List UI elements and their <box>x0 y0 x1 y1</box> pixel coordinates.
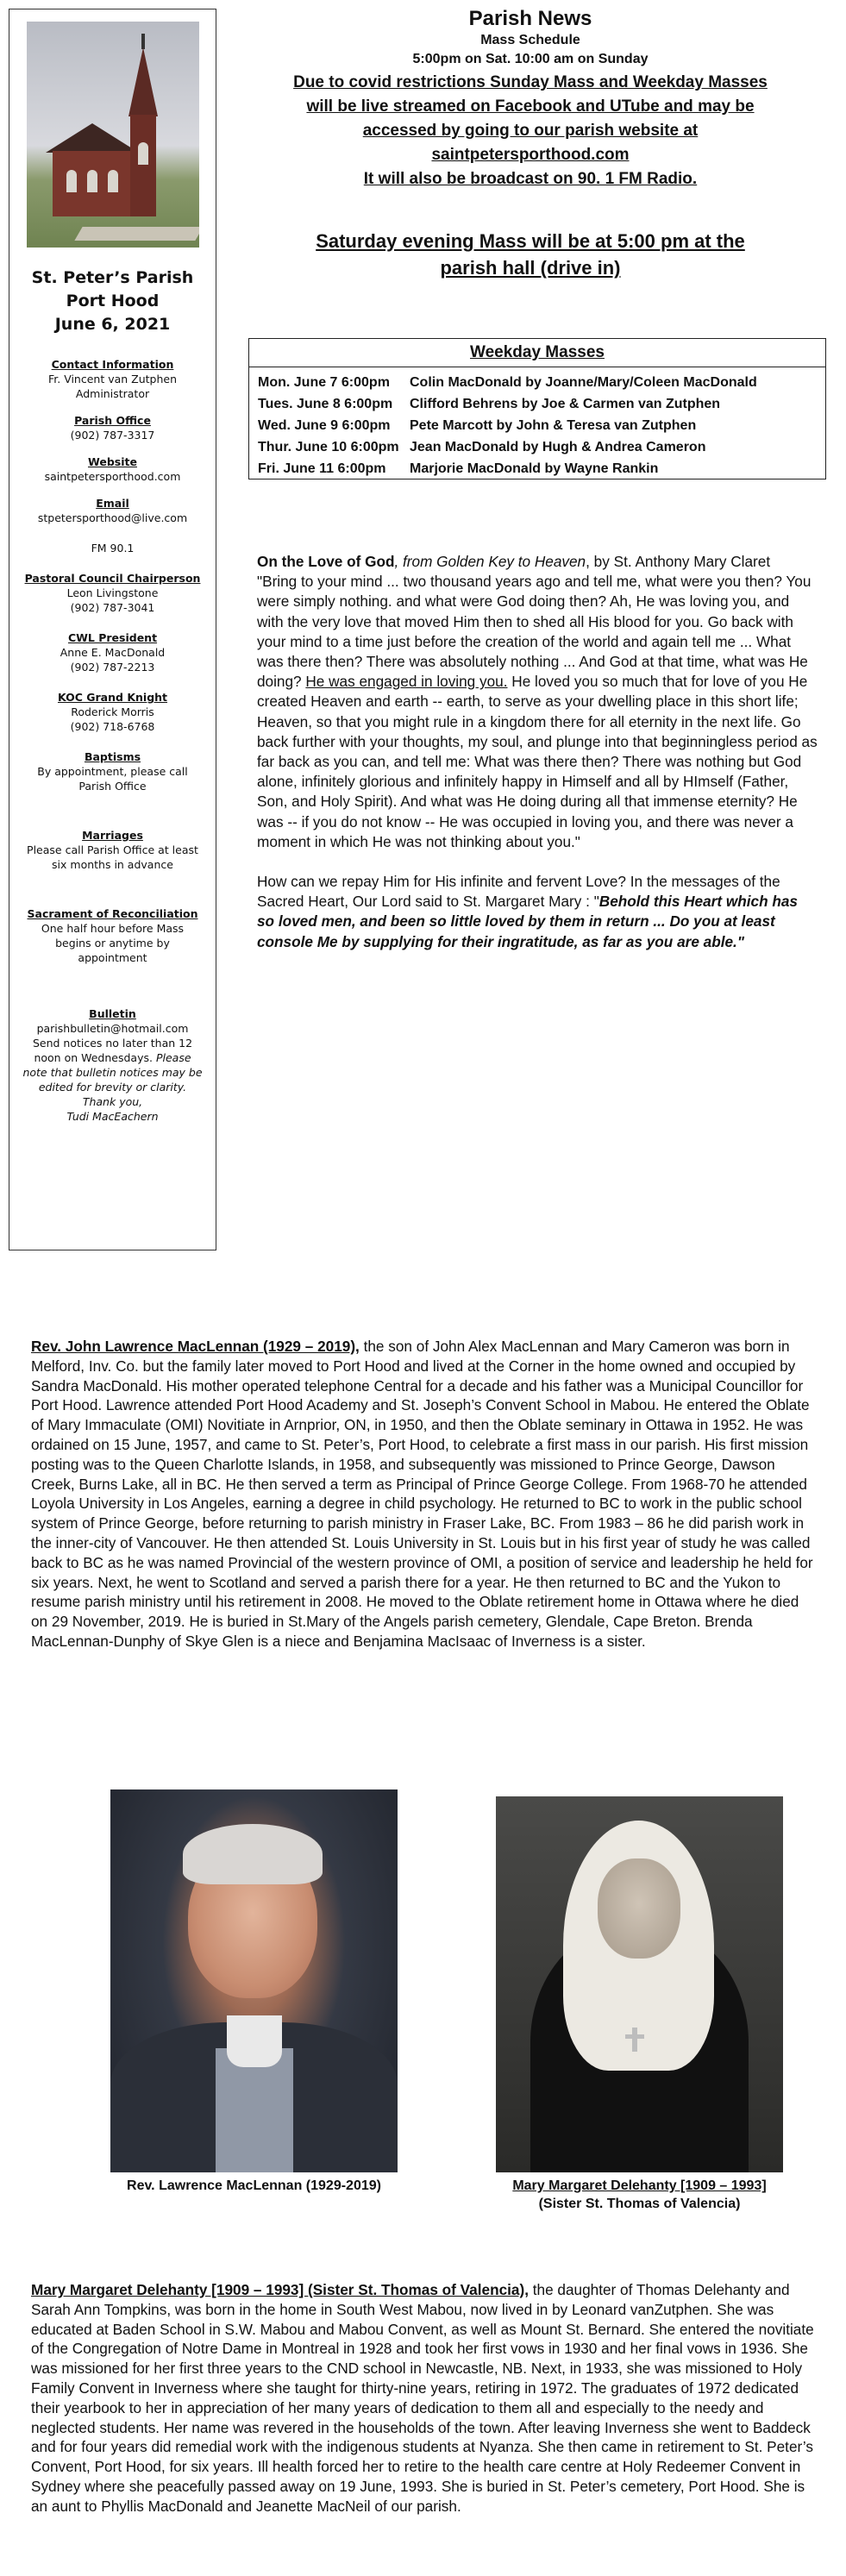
weekday-intention: Marjorie MacDonald by Wayne Rankin <box>410 461 659 476</box>
cwl-section <box>9 630 216 674</box>
notice-website-link[interactable]: saintpetersporthood.com <box>431 146 630 164</box>
portrait-hair <box>183 1824 323 1884</box>
weekday-masses-table <box>248 338 826 479</box>
baptisms-line: By appointment, please call <box>37 765 188 778</box>
sacred-heart-quote: Behold this Heart which has so loved men, and been so little loved by them in return ... Do you at least console Me by supplying for their ingratitude, as far as you are able." <box>257 893 798 950</box>
koc-section <box>9 690 216 734</box>
mass-schedule-label: Mass Schedule <box>480 33 580 47</box>
article-title: On the Love of God <box>257 553 395 570</box>
website-section <box>9 454 216 484</box>
weekday-date: Fri. June 11 6:00pm <box>258 461 386 476</box>
office-heading: Parish Office <box>74 414 151 427</box>
bulletin-note: edited for brevity or clarity. <box>38 1081 187 1094</box>
contact-heading: Contact Information <box>51 358 174 371</box>
delehanty-biography <box>31 2280 816 2516</box>
church-tower <box>130 115 156 216</box>
parish-heading <box>9 266 216 336</box>
church-window <box>138 142 148 165</box>
baptisms-section <box>9 749 216 793</box>
parish-place: Port Hood <box>66 291 160 310</box>
article-author: , by St. Anthony Mary Claret <box>586 553 771 570</box>
marriages-heading: Marriages <box>82 829 143 842</box>
love-of-god-paragraph <box>257 552 818 852</box>
parish-name: St. Peter’s Parish <box>31 268 194 287</box>
maclennan-biography <box>31 1337 816 1652</box>
weekday-row <box>249 415 825 436</box>
church-window <box>66 170 77 192</box>
church-photo <box>27 22 199 248</box>
maclennan-caption: Rev. Lawrence MacLennan (1929-2019) <box>127 2178 381 2193</box>
notice-line: will be live streamed on Facebook and UTube and may be <box>306 97 755 116</box>
parish-news-title: Parish News <box>468 7 592 30</box>
cwl-heading: CWL President <box>67 631 158 644</box>
bulletin-heading: Bulletin <box>89 1007 136 1020</box>
mass-schedule-times: 5:00pm on Sat. 10:00 am on Sunday <box>412 52 649 66</box>
weekday-date: Wed. June 9 6:00pm <box>258 418 391 433</box>
portrait-collar <box>227 2015 282 2067</box>
love-of-god-article <box>257 552 818 952</box>
baptisms-line: Parish Office <box>78 780 147 793</box>
cwl-phone: (902) 787-2213 <box>70 661 155 674</box>
email-heading: Email <box>96 497 129 510</box>
marriages-line: six months in advance <box>52 858 173 871</box>
weekday-row <box>249 436 825 458</box>
contact-section <box>9 357 216 401</box>
weekday-row <box>249 458 825 479</box>
bulletin-line: Send notices no later than 12 <box>32 1037 193 1050</box>
notice-line: Due to covid restrictions Sunday Mass and Weekday Masses <box>293 73 768 91</box>
church-roof <box>46 123 139 153</box>
reconciliation-section <box>9 906 216 965</box>
radio-section <box>9 541 216 555</box>
pastoral-section <box>9 571 216 615</box>
koc-name: Roderick Morris <box>71 705 154 718</box>
koc-phone: (902) 718-6768 <box>70 720 155 733</box>
pastoral-phone: (902) 787-3041 <box>70 601 155 614</box>
baptisms-heading: Baptisms <box>84 750 141 763</box>
church-path <box>74 227 199 241</box>
contact-line: Administrator <box>75 387 150 400</box>
radio-frequency: FM 90.1 <box>91 542 135 555</box>
weekday-date: Thur. June 10 6:00pm <box>258 440 399 454</box>
weekday-date: Tues. June 8 6:00pm <box>258 397 393 411</box>
maclennan-portrait <box>110 1789 398 2172</box>
parish-news-header <box>233 7 828 281</box>
church-steeple <box>128 47 158 116</box>
marriages-line: Please call Parish Office at least <box>27 843 198 856</box>
weekday-row <box>249 372 825 393</box>
bulletin-note: note that bulletin notices may be <box>22 1066 203 1079</box>
delehanty-portrait <box>496 1796 783 2172</box>
article-quote: He loved you so much that for love of you He created Heaven and earth -- earth, to serve as your dwelling place in this short life; Heaven, so that you might rule in a kingdom there for all eternity in the next life. Go back further with your thoughts, my soul, and plunge into that beginningless period as far back as you can, and tell me: What was there then? There was nothing but God alone, infinitely glorious and infinitely happy in Himself and all by HImself (Father, Son, and Holy Spirit). And what was He doing during all that immense eternity? He was -- if you do not know -- He was occupied in loving you, and there was never a moment in which He was not thinking about you." <box>257 673 818 850</box>
bulletin-deadline: noon on Wednesdays. <box>34 1051 153 1064</box>
weekday-date: Mon. June 7 6:00pm <box>258 375 390 390</box>
saturday-line: parish hall (drive in) <box>440 257 621 279</box>
delehanty-heading: Mary Margaret Delehanty [1909 – 1993] (Sister St. Thomas of Valencia), <box>31 2281 529 2298</box>
bulletin-note: Please <box>155 1051 191 1064</box>
office-phone: (902) 787-3317 <box>70 429 155 442</box>
church-window <box>87 170 97 192</box>
bulletin-section <box>9 1006 216 1124</box>
reconciliation-line: appointment <box>78 951 147 964</box>
article-source: , from Golden Key to Heaven <box>394 553 586 570</box>
saturday-mass-notice <box>233 228 828 281</box>
website-heading: Website <box>88 455 137 468</box>
bulletin-note: Thank you, <box>82 1095 143 1108</box>
notice-line: It will also be broadcast on 90. 1 FM Radio. <box>363 170 698 188</box>
email-link[interactable]: stpetersporthood@live.com <box>37 511 188 524</box>
pastoral-name: Leon Livingstone <box>66 586 159 599</box>
delehanty-body: the daughter of Thomas Delehanty and Sarah Ann Tompkins, was born in the home in South West Mabou, now lived in by Leonard vanZutphen. She was educated at Baden School in S.W. Mabou and Mabou Convent, as well as Mount St. Bernard. She entered the novitiate of the Congregation of Notre Dame in Montreal in 1928 and took her first vows in 1930 and her final vows in 1936. She was missioned for her first three years to the CND school in Newcastle, NB. Next, in 1933, she was missioned to Holy Family Convent in Inverness where she taught for thirty-nine years, retiring in 1972. The graduates of 1972 dedicated their yearbook to her in appreciation of her many years of dedication to them all and especially to the needy and neglected students. Her name was revered in the households of the town. After leaving Inverness she went to Baddeck and for four years did remedial work with the indigenous students at Nyanza. She then came in retirement to St. Peter’s Convent, Port Hood, for six years. Ill health forced her to retire to the health care centre at Holy Redeemer Convent in Sydney where she peacefully passed away on 19 June, 1993. She is buried in St. Peter’s cemetery, Port Hood. She is an aunt to Phyllis MacDonald and Jeanette MacNeil of our parish. <box>31 2281 814 2515</box>
weekday-intention: Jean MacDonald by Hugh & Andrea Cameron <box>410 440 706 454</box>
delehanty-caption-name: Mary Margaret Delehanty [1909 – 1993] <box>512 2178 767 2193</box>
bulletin-line <box>15 1050 210 1065</box>
reconciliation-line: begins or anytime by <box>55 937 170 950</box>
weekday-rows <box>249 367 825 479</box>
article-quote: "Bring to your mind ... two thousand years ago and tell me, what were you then? You were simply nothing. and what were God doing then? Ah, He was loving you, and with the very love that moved Him then to shed all His blood for you. Go back with your mind to a time just before the creation of the world and again tell me ... What was there then? There was absolutely nothing ... And God at that time, what was He doing? <box>257 573 812 691</box>
portrait-face <box>598 1858 680 1959</box>
repay-text: How can we repay Him for His infinite and fervent Love? In the messages of the Sacred Heart, Our Lord said to St. Margaret Mary : " <box>257 873 780 911</box>
weekday-intention: Colin MacDonald by Joanne/Mary/Coleen MacDonald <box>410 375 757 390</box>
bulletin-date: June 6, 2021 <box>54 315 171 334</box>
reconciliation-heading: Sacrament of Reconciliation <box>27 907 198 920</box>
cwl-name: Anne E. MacDonald <box>60 646 166 659</box>
weekday-intention: Clifford Behrens by Joe & Carmen van Zutphen <box>410 397 721 411</box>
pastoral-heading: Pastoral Council Chairperson <box>24 572 201 585</box>
saturday-line: Saturday evening Mass will be at 5:00 pm at the <box>316 230 745 252</box>
portrait-cross <box>625 2034 644 2039</box>
website-link[interactable]: saintpetersporthood.com <box>44 470 181 483</box>
weekday-intention: Pete Marcott by John & Teresa van Zutphen <box>410 418 697 433</box>
reconciliation-line: One half hour before Mass <box>41 922 185 935</box>
church-window <box>108 170 118 192</box>
bulletin-email[interactable]: parishbulletin@hotmail.com <box>36 1022 189 1035</box>
email-section <box>9 496 216 525</box>
maclennan-body: the son of John Alex MacLennan and Mary Cameron was born in Melford, Inv. Co. but the family later moved to Port Hood and lived at the Corner in the home owned and occupied by Sandra MacDonald. His mother operated telephone Central for a decade and his father was a Municipal Councillor for Port Hood. Lawrence attended Port Hood Academy and St. Joseph’s Convent School in Mabou. He entered the Oblate of Mary Immaculate (OMI) Novitiate in Arnprior, ON, in 1950, and then the Oblate seminary in Ottawa in 1952. He was ordained on 15 June, 1957, and came to St. Peter’s, Port Hood, to celebrate a first mass in our parish. His first mission posting was to the Queen Charlotte Islands, in 1958, and subsequently was missioned to Prince George, Dawson Creek, Burns Lake, all in BC. He then served a term as Principal of Prince George College. From 1968-70 he attended Loyola University in Los Angeles, earning a degree in child psychology. He returned to BC to work in the public school system of Prince George, before returning to parish ministry in Fraser Lake, BC. From 1983 – 86 he did parish work in the inner-city of Vancouver. He then attended St. Louis University in St. Louis but in his first year of study he was called back to BC as he was named Provincial of the western province of OMI, a position of service and leadership he held for six years. Next, he went to Scotland and served a parish there for a year. He then returned to BC and the Yukon to resume parish ministry until his retirement in 2008. He moved to the Oblate retirement home in Ottawa where he died on 29 November, 2019. He is buried in St.Mary of the Angels parish cemetery, Glendale, Cape Breton. Brenda MacLennan-Dunphy of Skye Glen is a niece and Benjamina MacIsaac of Inverness is a sister. <box>31 1338 813 1650</box>
delehanty-caption <box>483 2177 796 2213</box>
delehanty-caption-religious-name: (Sister St. Thomas of Valencia) <box>538 2197 741 2211</box>
marriages-section <box>9 828 216 872</box>
sidebar <box>9 9 216 1250</box>
repay-paragraph <box>257 872 818 952</box>
office-section <box>9 413 216 442</box>
weekday-masses-heading: Weekday Masses <box>249 339 825 367</box>
contact-line: Fr. Vincent van Zutphen <box>47 373 178 385</box>
portrait-cross <box>632 2028 637 2052</box>
notice-line: accessed by going to our parish website at <box>362 122 699 140</box>
article-quote-underlined: He was engaged in loving you. <box>305 673 508 691</box>
weekday-row <box>249 393 825 415</box>
livestream-notice <box>233 71 828 191</box>
bulletin-editor: Tudi MacEachern <box>66 1110 159 1123</box>
maclennan-heading: Rev. John Lawrence MacLennan (1929 – 2019), <box>31 1338 360 1355</box>
koc-heading: KOC Grand Knight <box>57 691 168 704</box>
